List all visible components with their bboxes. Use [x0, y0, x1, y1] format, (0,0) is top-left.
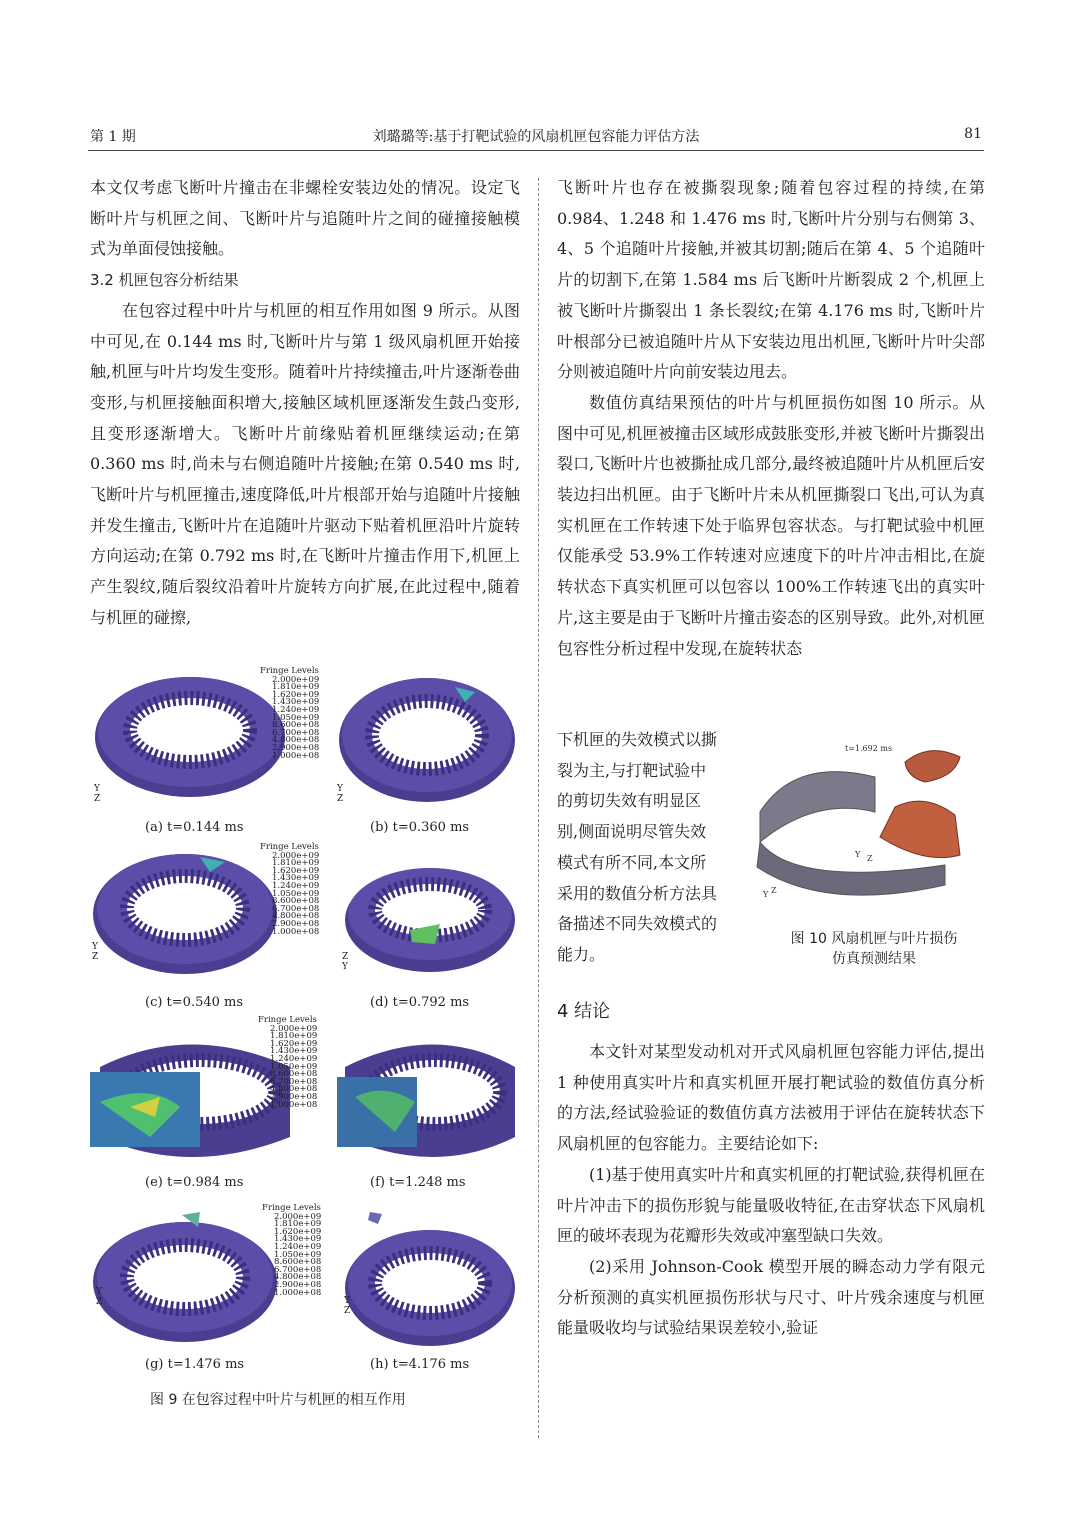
- legend-value: 2.900e+08: [274, 1279, 322, 1290]
- fringe-legend: [260, 844, 319, 936]
- panel-label: (e) t=0.984 ms: [145, 1175, 244, 1190]
- panel-label: (g) t=1.476 ms: [145, 1357, 245, 1372]
- paragraph: (2)采用 Johnson-Cook 模型开展的瞬态动力学有限元分析预测的真实机匣损伤形状与尺寸、叶片残余速度与机匣能量吸收均与试验结果误差较小,验证: [557, 1256, 985, 1338]
- legend-value: 1.000e+08: [272, 926, 320, 937]
- legend-title: Fringe Levels: [258, 1015, 317, 1025]
- panel-label: (f) t=1.248 ms: [370, 1175, 466, 1190]
- legend-value: 2.900e+08: [272, 918, 320, 929]
- legend-value: 2.900e+08: [270, 1091, 318, 1102]
- fringe-legend: [262, 1205, 321, 1297]
- legend-value: 6.700e+08: [270, 1076, 318, 1087]
- text-line: 备描述不同失效模式的: [557, 914, 718, 934]
- legend-value: 8.600e+08: [274, 1257, 322, 1268]
- fig9-panel-h: Y Z: [340, 1210, 550, 1390]
- paragraph: 飞断叶片也存在被撕裂现象;随着包容过程的持续,在第 0.984、1.248 和 1.476 ms 时,飞断叶片分别与右侧第 3、4、5 个追随叶片接触,并被其切割;随后在第 4、5 个追随叶片的切割下,在第 1.584 ms 后飞断叶片断裂成 2 个,机匣上被飞断叶片撕裂出 1 条长裂纹;在第 4.176 ms 时,飞断叶片叶根部分已被追随叶片从下安装边甩出机匣,飞断叶片叶尖部分则被追随叶片向前安装边甩去。: [557, 178, 985, 382]
- legend-value: 8.600e+08: [272, 896, 320, 907]
- text-line: 下机匣的失效模式以撕: [557, 730, 718, 749]
- running-title: 刘璐璐等:基于打靶试验的风扇机匣包容能力评估方法: [372, 129, 700, 145]
- right-column: [557, 173, 985, 664]
- svg-text:Z: Z: [867, 854, 873, 863]
- fringe-legend: [258, 1017, 317, 1109]
- panel-label: (a) t=0.144 ms: [145, 820, 244, 835]
- legend-value: 1.050e+09: [274, 1249, 322, 1260]
- fig9-panel-g: Y Z: [90, 1207, 300, 1387]
- legend-value: 1.810e+09: [274, 1219, 322, 1230]
- fig9-panel-d: Z Y: [340, 852, 550, 1032]
- legend-value: 1.050e+09: [272, 888, 320, 899]
- paragraph: 本文仅考虑飞断叶片撞击在非螺栓安装边处的情况。设定飞断叶片与机匣之间、飞断叶片与追随叶片之间的碰撞接触模式为单面侵蚀接触。: [90, 178, 520, 259]
- legend-value: 2.900e+08: [272, 742, 320, 753]
- legend-value: 6.700e+08: [274, 1264, 322, 1275]
- panel-label: (h) t=4.176 ms: [370, 1357, 470, 1372]
- legend-value: 1.000e+08: [272, 750, 320, 761]
- legend-value: 1.050e+09: [270, 1061, 318, 1072]
- svg-text:Z: Z: [771, 886, 777, 895]
- text-line: 裂为主,与打靶试验中: [557, 760, 707, 780]
- legend-value: 1.000e+08: [270, 1099, 318, 1110]
- text-line: 的剪切失效有明显区: [557, 791, 702, 811]
- legend-value: 1.810e+09: [272, 682, 320, 693]
- legend-value: 2.000e+09: [274, 1211, 322, 1222]
- legend-value: 4.800e+08: [272, 735, 320, 746]
- caption-line: 仿真预测结果: [832, 951, 916, 967]
- section-heading: 3.2 机匣包容分析结果: [90, 271, 239, 290]
- panel-label: (c) t=0.540 ms: [145, 995, 244, 1010]
- section-heading: 4 结论: [557, 1001, 611, 1022]
- legend-value: 1.620e+09: [270, 1038, 318, 1049]
- fig10-time-label: t=1.692 ms: [845, 744, 893, 753]
- paragraph: 在包容过程中叶片与机匣的相互作用如图 9 所示。从图中可见,在 0.144 ms 时,飞断叶片与第 1 级风扇机匣开始接触,机匣与叶片均发生变形。随着叶片持续撞击,叶片逐渐卷曲变形,与机匣接触面积增大,接触区域机匣逐渐发生鼓凸变形,且变形逐渐增大。飞断叶片前缘贴着机匣继续运动;在第 0.360 ms 时,尚未与右侧追随叶片接触;在第 0.540 ms 时,飞断叶片与机匣撞击,速度降低,叶片根部开始与追随叶片接触并发生撞击,飞断叶片在追随叶片驱动下贴着机匣沿叶片旋转方向运动;在第 0.792 ms 时,在飞断叶片撞击作用下,机匣上产生裂纹,随后裂纹沿着叶片旋转方向扩展,在此过程中,随着与机匣的碰擦,: [90, 300, 520, 627]
- wrapped-text: [557, 725, 757, 971]
- legend-value: 2.000e+09: [270, 1023, 318, 1034]
- legend-value: 8.600e+08: [270, 1069, 318, 1080]
- page-number: 81: [964, 126, 982, 142]
- legend-value: 1.000e+08: [274, 1287, 322, 1298]
- legend-value: 1.620e+09: [272, 865, 320, 876]
- legend-value: 1.810e+09: [270, 1031, 318, 1042]
- left-column: [90, 173, 520, 634]
- legend-value: 1.430e+09: [272, 873, 320, 884]
- paragraph: 数值仿真结果预估的叶片与机匣损伤如图 10 所示。从图中可见,机匣被撞击区域形成鼓胀变形,并被飞断叶片撕裂出裂口,飞断叶片也被撕扯成几部分,最终被追随叶片从机匣后安装边扫出机匣。由于飞断叶片未从机匣撕裂口飞出,可认为真实机匣在工作转速下处于临界包容状态。与打靶试验中机匣仅能承受 53.9%工作转速对应速度下的叶片冲击相比,在旋转状态下真实机匣可以包容以 100%工作转速飞出的真实叶片,这主要是由于飞断叶片撞击姿态的区别导致。此外,对机匣包容性分析过程中发现,在旋转状态: [557, 392, 985, 658]
- running-header: [88, 126, 984, 150]
- legend-value: 1.430e+09: [270, 1046, 318, 1057]
- figure-9-caption: 图 9 在包容过程中叶片与机匣的相互作用: [150, 1392, 406, 1408]
- legend-value: 8.600e+08: [272, 720, 320, 731]
- legend-value: 6.700e+08: [272, 903, 320, 914]
- header-rule: [88, 150, 984, 151]
- fig9-panel-b: Y Z: [335, 662, 545, 842]
- legend-value: 2.000e+09: [272, 850, 320, 861]
- legend-value: 4.800e+08: [274, 1272, 322, 1283]
- conclusion-text: [557, 1037, 985, 1344]
- legend-value: 1.240e+09: [272, 704, 320, 715]
- text-line: 能力。: [557, 944, 606, 964]
- caption-line: 图 10 风扇机匣与叶片损伤: [790, 931, 958, 947]
- paragraph: (1)基于使用真实叶片和真实机匣的打靶试验,获得机匣在叶片冲击下的损伤形貌与能量吸收特征,在击穿状态下风扇机匣的破坏表现为花瓣形失效或冲塞型缺口失效。: [557, 1164, 985, 1246]
- svg-text:Y: Y: [855, 850, 861, 859]
- panel-label: (d) t=0.792 ms: [370, 995, 470, 1010]
- figure-9: [90, 662, 520, 1412]
- svg-text:Y: Y: [763, 890, 769, 899]
- legend-value: 2.000e+09: [272, 674, 320, 685]
- legend-value: 1.620e+09: [274, 1226, 322, 1237]
- legend-value: 1.240e+09: [274, 1241, 322, 1252]
- figure-10-image: [755, 737, 985, 917]
- legend-value: 4.800e+08: [272, 911, 320, 922]
- legend-value: 1.240e+09: [272, 880, 320, 891]
- legend-value: 1.430e+09: [272, 697, 320, 708]
- legend-title: Fringe Levels: [262, 1203, 321, 1213]
- paragraph: 本文针对某型发动机对开式风扇机匣包容能力评估,提出 1 种使用真实叶片和真实机匣开展打靶试验的数值仿真分析的方法,经试验验证的数值仿真方法被用于评估在旋转状态下风扇机匣的包容能力。主要结论如下:: [557, 1042, 985, 1154]
- legend-value: 1.430e+09: [274, 1234, 322, 1245]
- fig9-panel-a: Y Z: [90, 662, 300, 842]
- figure-10-caption: [768, 929, 980, 969]
- legend-value: 1.810e+09: [272, 858, 320, 869]
- fig9-panel-c: Y Z: [90, 842, 300, 1022]
- legend-value: 1.620e+09: [272, 689, 320, 700]
- legend-title: Fringe Levels: [260, 666, 319, 676]
- legend-value: 6.700e+08: [272, 727, 320, 738]
- text-line: 采用的数值分析方法具: [557, 883, 718, 903]
- legend-value: 1.240e+09: [270, 1053, 318, 1064]
- text-line: 别,侧面说明尽管失效: [557, 822, 707, 842]
- panel-label: (b) t=0.360 ms: [370, 820, 470, 835]
- text-line: 模式有所不同,本文所: [557, 852, 707, 872]
- fringe-legend: [260, 668, 319, 760]
- legend-value: 1.050e+09: [272, 712, 320, 723]
- legend-value: 4.800e+08: [270, 1084, 318, 1095]
- issue-number: 第 1 期: [90, 129, 136, 145]
- legend-title: Fringe Levels: [260, 842, 319, 852]
